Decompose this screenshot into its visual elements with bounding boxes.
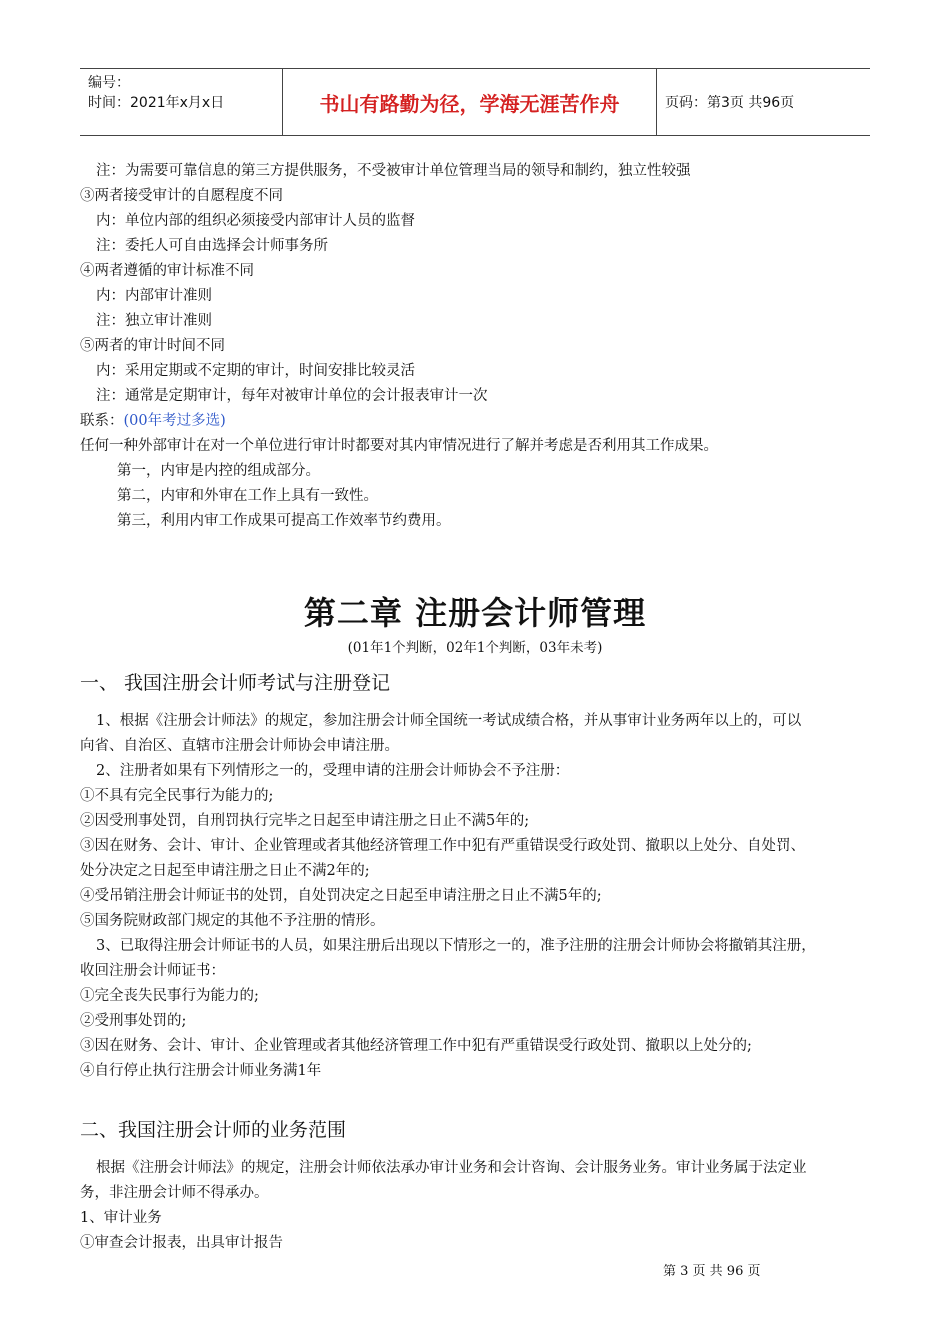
text-line: 注：为需要可靠信息的第三方提供服务，不受被审计单位管理当局的领导和制约，独立性较强 xyxy=(96,163,691,179)
header-page-info: 页码：第3页 共96页 xyxy=(665,95,795,111)
text-line: ③因在财务、会计、审计、企业管理或者其他经济管理工作中犯有严重错误受行政处罚、撤职以上处分的; xyxy=(80,1038,752,1054)
text-line: 第二，内审和外审在工作上具有一致性。 xyxy=(117,488,378,504)
text-line: ⑤国务院财政部门规定的其他不予注册的情形。 xyxy=(80,913,385,929)
time-label: 时间：2021年x月x日 xyxy=(88,95,225,111)
contact-label: 联系： xyxy=(80,413,124,429)
text-line: 2、注册者如果有下列情形之一的，受理申请的注册会计师协会不予注册： xyxy=(96,763,570,779)
page-header xyxy=(80,68,870,136)
text-line: 处分决定之日起至申请注册之日止不满2年的; xyxy=(80,863,370,879)
text-line: 内：内部审计准则 xyxy=(96,288,212,304)
text-line: 收回注册会计师证书： xyxy=(80,963,225,979)
section-heading: 二、我国注册会计师的业务范围 xyxy=(80,1119,347,1141)
text-line: 1、根据《注册会计师法》的规定，参加注册会计师全国统一考试成绩合格，并从事审计业务两年以上的，可以 xyxy=(96,713,802,729)
text-line: 注：委托人可自由选择会计师事务所 xyxy=(96,238,328,254)
text-line: 向省、自治区、直辖市注册会计师协会申请注册。 xyxy=(80,738,399,754)
text-line: 内：单位内部的组织必须接受内部审计人员的监督 xyxy=(96,213,415,229)
text-line: 内：采用定期或不定期的审计，时间安排比较灵活 xyxy=(96,363,415,379)
number-label: 编号： xyxy=(88,75,130,91)
page-footer: 第 3 页 共 96 页 xyxy=(663,1264,761,1279)
section-heading: 一、 我国注册会计师考试与注册登记 xyxy=(80,672,391,694)
text-line: ④两者遵循的审计标准不同 xyxy=(80,263,254,279)
chapter-subtitle: (01年1个判断，02年1个判断，03年未考) xyxy=(347,640,603,656)
text-line: ①完全丧失民事行为能力的; xyxy=(80,988,259,1004)
text-line: ④自行停止执行注册会计师业务满1年 xyxy=(80,1063,322,1079)
text-line xyxy=(80,412,226,430)
text-line: 第三，利用内审工作成果可提高工作效率节约费用。 xyxy=(117,513,451,529)
header-motto: 书山有路勤为径，学海无涯苦作舟 xyxy=(283,69,657,135)
chapter-title: 第二章 注册会计师管理 xyxy=(303,594,647,632)
header-meta xyxy=(80,69,283,135)
text-line: 1、审计业务 xyxy=(80,1210,162,1226)
text-line: ②因受刑事处罚，自刑罚执行完毕之日起至申请注册之日止不满5年的; xyxy=(80,813,530,829)
text-line: ⑤两者的审计时间不同 xyxy=(80,338,225,354)
text-line: ④受吊销注册会计师证书的处罚，自处罚决定之日起至申请注册之日止不满5年的; xyxy=(80,888,602,904)
text-line: 注：独立审计准则 xyxy=(96,313,212,329)
text-line: ②受刑事处罚的; xyxy=(80,1013,187,1029)
text-line: 根据《注册会计师法》的规定，注册会计师依法承办审计业务和会计咨询、会计服务业务。审计业务属于法定业 xyxy=(96,1160,807,1176)
text-line: ①审查会计报表，出具审计报告 xyxy=(80,1235,283,1251)
text-line: ①不具有完全民事行为能力的; xyxy=(80,788,274,804)
text-line: ③因在财务、会计、审计、企业管理或者其他经济管理工作中犯有严重错误受行政处罚、撤职以上处分、自处罚、 xyxy=(80,838,805,854)
exam-note: (00年考过多选) xyxy=(123,413,226,429)
text-line: ③两者接受审计的自愿程度不同 xyxy=(80,188,283,204)
text-line: 务，非注册会计师不得承办。 xyxy=(80,1185,269,1201)
text-line: 第一，内审是内控的组成部分。 xyxy=(117,463,320,479)
text-line: 3、已取得注册会计师证书的人员，如果注册后出现以下情形之一的，准予注册的注册会计师协会将撤销其注册， xyxy=(96,938,816,954)
text-line: 注：通常是定期审计，每年对被审计单位的会计报表审计一次 xyxy=(96,388,488,404)
text-line: 任何一种外部审计在对一个单位进行审计时都要对其内审情况进行了解并考虑是否利用其工作成果。 xyxy=(80,438,718,454)
